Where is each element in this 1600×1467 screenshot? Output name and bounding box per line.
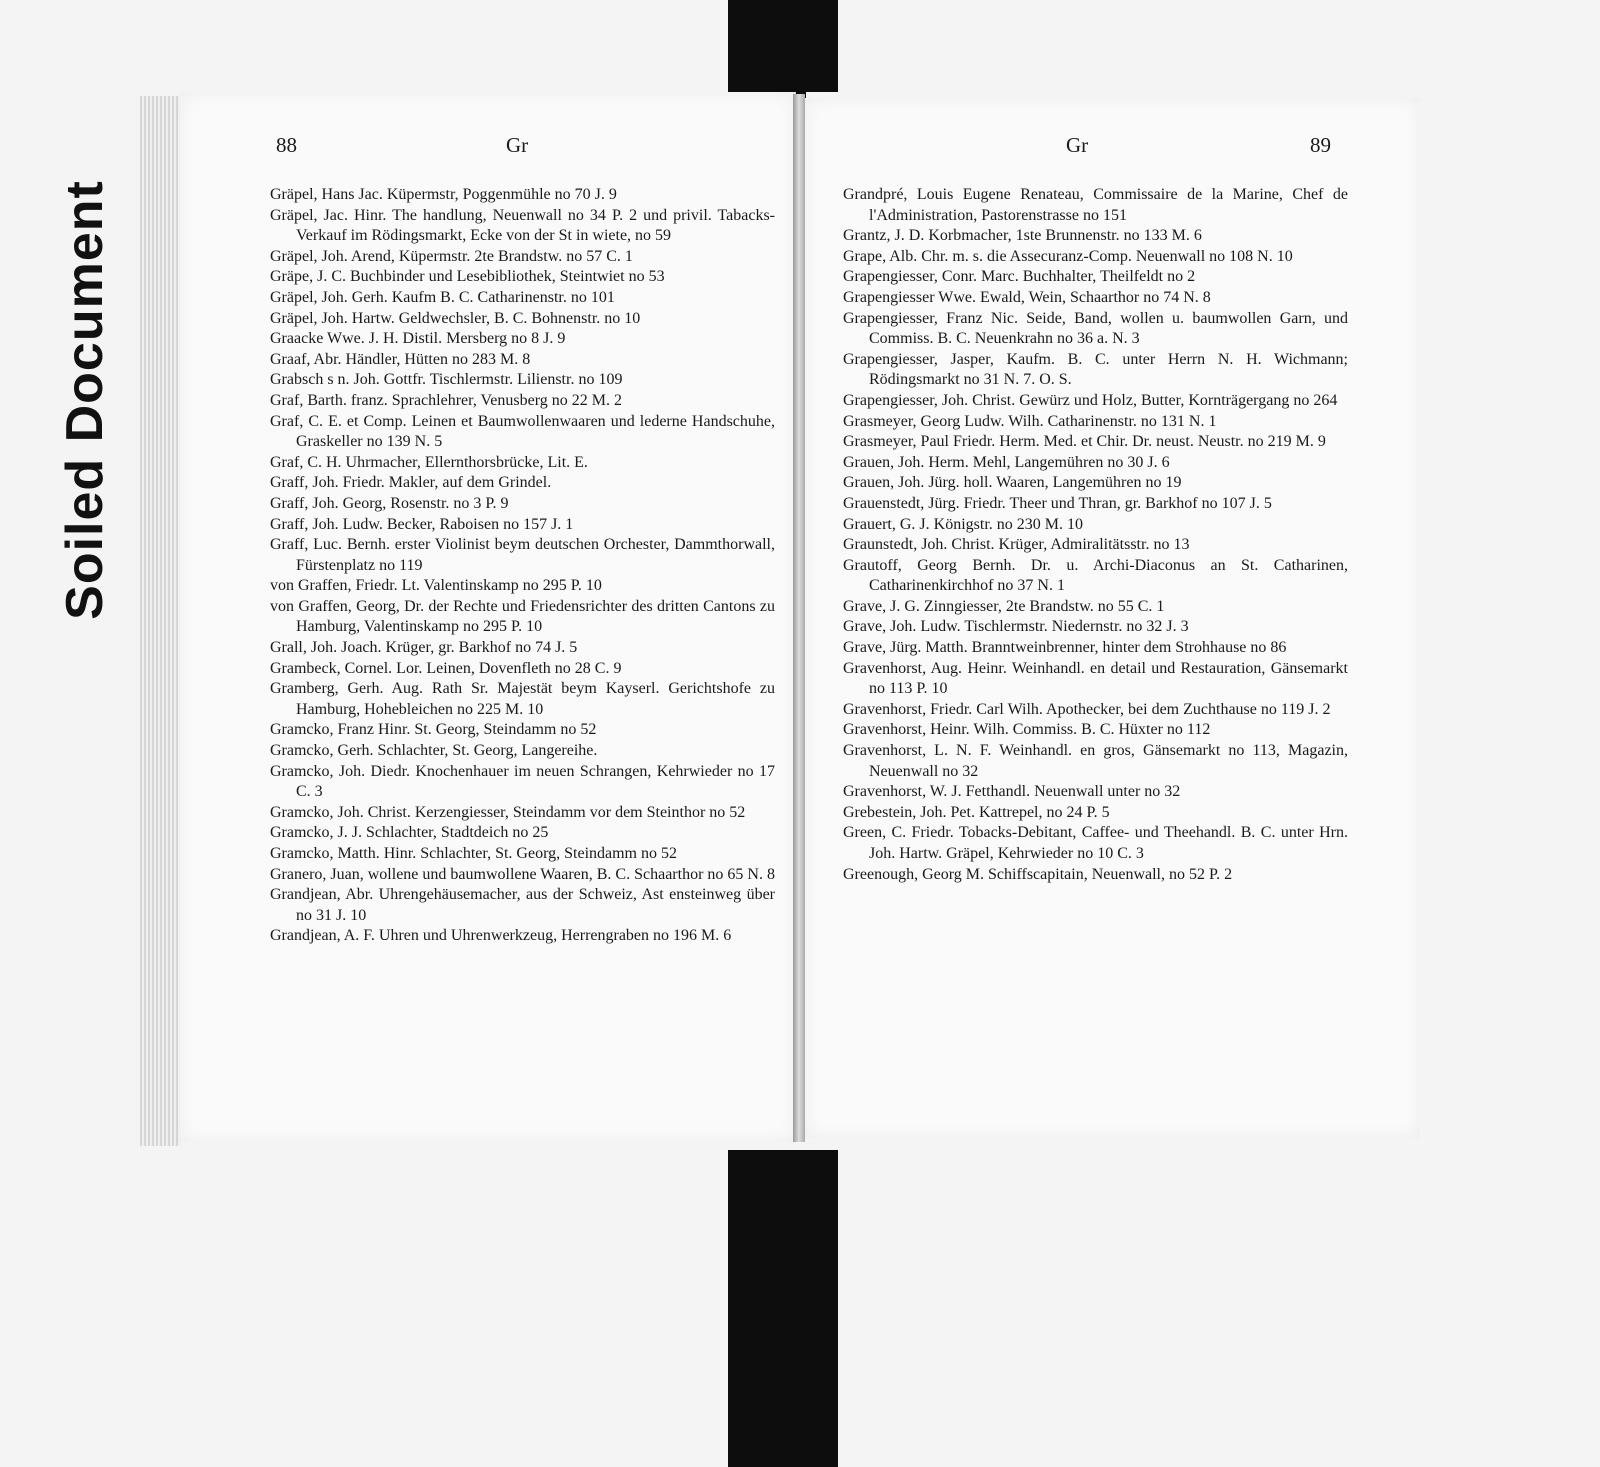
- directory-entry: Grandjean, Abr. Uhrengehäusemacher, aus der Schweiz, Ast ensteinweg über no 31 J. 10: [270, 886, 775, 924]
- directory-entry: Grapengiesser, Franz Nic. Seide, Band, wollen u. baumwollen Garn, und Commiss. B. C. Neuenkrahn no 36 a. N. 3: [843, 309, 1348, 348]
- directory-entry: Graff, Luc. Bernh. erster Violinist beym deutschen Orchester, Dammthorwall, Fürstenplatz no 119: [270, 536, 775, 574]
- right-directory-list: [843, 185, 1348, 885]
- directory-entry: Grasmeyer, Paul Friedr. Herm. Med. et Chir. Dr. neust. Neustr. no 219 M. 9: [843, 433, 1326, 451]
- directory-entry: Gräpe, J. C. Buchbinder und Lesebibliothek, Steintwiet no 53: [270, 268, 665, 286]
- directory-entry: Granero, Juan, wollene und baumwollene Waaren, B. C. Schaarthor no 65 N. 8: [270, 865, 775, 883]
- directory-entry: Gravenhorst, L. N. F. Weinhandl. en gros, Gänsemarkt no 113, Magazin, Neuenwall no 32: [843, 742, 1348, 780]
- directory-entry: Grantz, J. D. Korbmacher, 1ste Brunnenstr. no 133 M. 6: [843, 227, 1202, 245]
- right-page-number: 89: [1310, 133, 1331, 157]
- right-running-head: Gr: [1066, 133, 1089, 157]
- soiled-document-stamp: [50, 140, 120, 660]
- stamp-label: Soiled Document: [56, 180, 114, 620]
- directory-entry: Graff, Joh. Ludw. Becker, Raboisen no 157 J. 1: [270, 515, 574, 533]
- directory-entry: Graf, Barth. franz. Sprachlehrer, Venusberg no 22 M. 2: [270, 391, 622, 409]
- directory-entry: Gramcko, Joh. Diedr. Knochenhauer im neuen Schrangen, Kehrwieder no 17 C. 3: [270, 762, 775, 801]
- directory-entry: Grave, Joh. Ludw. Tischlermstr. Niedernstr. no 32 J. 3: [843, 618, 1189, 636]
- directory-entry: Grebestein, Joh. Pet. Kattrepel, no 24 P. 5: [843, 803, 1110, 821]
- directory-entry: Graf, C. H. Uhrmacher, Ellernthorsbrücke, Lit. E.: [270, 453, 588, 471]
- directory-entry: Green, C. Friedr. Tobacks-Debitant, Caffee- und Theehandl. B. C. unter Hrn. Joh. Hartw. Gräpel, Kehrwieder no 10 C. 3: [843, 824, 1348, 862]
- directory-entry: Grapengiesser Wwe. Ewald, Wein, Schaarthor no 74 N. 8: [843, 288, 1211, 306]
- directory-entry: Grave, J. G. Zinngiesser, 2te Brandstw. no 55 C. 1: [843, 597, 1165, 615]
- directory-entry: Grapengiesser, Conr. Marc. Buchhalter, Theilfeldt no 2: [843, 268, 1196, 286]
- directory-entry: Gräpel, Jac. Hinr. The handlung, Neuenwall no 34 P. 2 und privil. Tabacks-Verkauf im Rödingsmarkt, Ecke von der St in wiete, no 59: [270, 206, 775, 245]
- directory-entry: Grauert, G. J. Königstr. no 230 M. 10: [843, 515, 1083, 533]
- directory-entry: Gräpel, Joh. Hartw. Geldwechsler, B. C. Bohnenstr. no 10: [270, 309, 641, 327]
- directory-entry: Gravenhorst, W. J. Fetthandl. Neuenwall unter no 32: [843, 783, 1181, 801]
- directory-entry: Gramcko, Gerh. Schlachter, St. Georg, Langereihe.: [270, 742, 598, 760]
- directory-entry: Grapengiesser, Joh. Christ. Gewürz und Holz, Butter, Kornträgergang no 264: [843, 391, 1338, 409]
- directory-entry: Gräpel, Joh. Gerh. Kaufm B. C. Catharinenstr. no 101: [270, 288, 615, 306]
- directory-entry: Grauen, Joh. Herm. Mehl, Langemühren no 30 J. 6: [843, 453, 1170, 471]
- directory-entry: Gramcko, J. J. Schlachter, Stadtdeich no 25: [270, 824, 549, 842]
- book-gutter: [793, 94, 805, 1142]
- directory-entry: Grambeck, Cornel. Lor. Leinen, Dovenfleth no 28 C. 9: [270, 659, 622, 677]
- directory-entry: Gräpel, Joh. Arend, Küpermstr. 2te Brandstw. no 57 C. 1: [270, 247, 633, 265]
- directory-entry: Gravenhorst, Heinr. Wilh. Commiss. B. C. Hüxter no 112: [843, 721, 1211, 739]
- directory-entry: Graaf, Abr. Händler, Hütten no 283 M. 8: [270, 350, 531, 368]
- directory-entry: von Graffen, Friedr. Lt. Valentinskamp no 295 P. 10: [270, 577, 602, 595]
- directory-entry: Graff, Joh. Georg, Rosenstr. no 3 P. 9: [270, 494, 509, 512]
- directory-entry: Graunstedt, Joh. Christ. Krüger, Admiralitätsstr. no 13: [843, 536, 1190, 554]
- directory-entry: Gravenhorst, Aug. Heinr. Weinhandl. en detail und Restauration, Gänsemarkt no 113 P. 10: [843, 659, 1348, 698]
- directory-entry: Gramberg, Gerh. Aug. Rath Sr. Majestät beym Kayserl. Gerichtshofe zu Hamburg, Hohebleichen no 225 M. 10: [270, 680, 775, 718]
- directory-entry: Grave, Jürg. Matth. Branntweinbrenner, hinter dem Strohhause no 86: [843, 639, 1287, 657]
- directory-entry: Grandjean, A. F. Uhren und Uhrenwerkzeug, Herrengraben no 196 M. 6: [270, 927, 732, 945]
- page-edges-left: [140, 96, 180, 1146]
- directory-entry: Graf, C. E. et Comp. Leinen et Baumwollenwaaren und lederne Handschuhe, Graskeller no 139 N. 5: [270, 412, 775, 451]
- directory-entry: Grapengiesser, Jasper, Kaufm. B. C. unter Herrn N. H. Wichmann; Rödingsmarkt no 31 N. 7. O. S.: [843, 350, 1348, 389]
- directory-entry: Gramcko, Joh. Christ. Kerzengiesser, Steindamm vor dem Steinthor no 52: [270, 803, 746, 821]
- directory-entry: Gramcko, Franz Hinr. St. Georg, Steindamm no 52: [270, 721, 597, 739]
- directory-entry: von Graffen, Georg, Dr. der Rechte und Friedensrichter des dritten Cantons zu Hamburg, Valentinskamp no 295 P. 10: [270, 597, 775, 636]
- binding-spine-bottom: [728, 1150, 838, 1467]
- directory-entry: Gräpel, Hans Jac. Küpermstr, Poggenmühle no 70 J. 9: [270, 186, 617, 203]
- left-running-head: Gr: [506, 133, 529, 157]
- directory-entry: Graff, Joh. Friedr. Makler, auf dem Grindel.: [270, 474, 552, 492]
- directory-entry: Gramcko, Matth. Hinr. Schlachter, St. Georg, Steindamm no 52: [270, 845, 677, 862]
- left-page-number: 88: [276, 133, 297, 157]
- directory-entry: Greenough, Georg M. Schiffscapitain, Neuenwall, no 52 P. 2: [843, 865, 1233, 883]
- directory-entry: Grauen, Joh. Jürg. holl. Waaren, Langemühren no 19: [843, 474, 1182, 492]
- directory-entry: Grautoff, Georg Bernh. Dr. u. Archi-Diaconus an St. Catharinen, Catharinenkirchhof no 37 N. 1: [843, 556, 1348, 595]
- directory-entry: Gravenhorst, Friedr. Carl Wilh. Apothecker, bei dem Zuchthause no 119 J. 2: [843, 700, 1331, 718]
- directory-entry: Grabsch s n. Joh. Gottfr. Tischlermstr. Lilienstr. no 109: [270, 371, 623, 389]
- left-directory-list: [270, 185, 775, 947]
- directory-entry: Grandpré, Louis Eugene Renateau, Commissaire de la Marine, Chef de l'Administration, Pastorenstrasse no 151: [843, 186, 1348, 224]
- directory-entry: Grasmeyer, Georg Ludw. Wilh. Catharinenstr. no 131 N. 1: [843, 412, 1217, 430]
- directory-entry: Grauenstedt, Jürg. Friedr. Theer und Thran, gr. Barkhof no 107 J. 5: [843, 494, 1272, 512]
- directory-entry: Grall, Joh. Joach. Krüger, gr. Barkhof no 74 J. 5: [270, 639, 578, 657]
- directory-entry: Grape, Alb. Chr. m. s. die Assecuranz-Comp. Neuenwall no 108 N. 10: [843, 247, 1293, 265]
- binding-spine-top: [728, 0, 838, 92]
- directory-entry: Graacke Wwe. J. H. Distil. Mersberg no 8 J. 9: [270, 330, 566, 348]
